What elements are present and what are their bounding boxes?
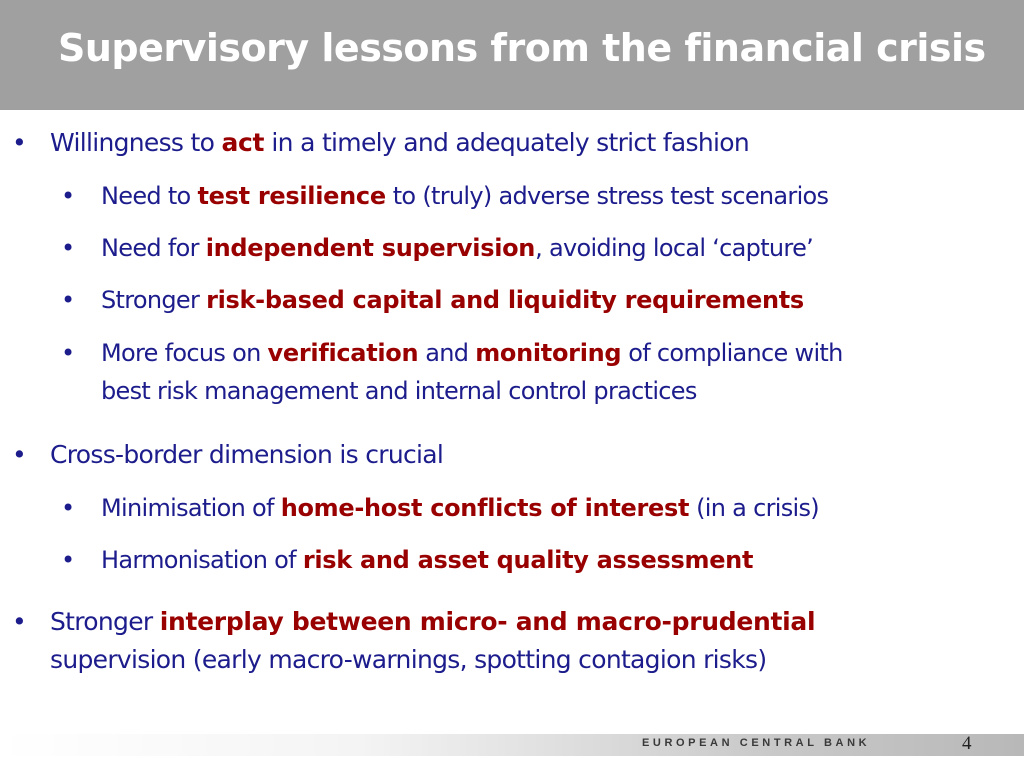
text-segment: Willingness to	[50, 128, 222, 157]
sub-bullet-item	[61, 334, 843, 410]
page-number: 4	[962, 733, 972, 754]
highlighted-text: verification	[267, 339, 419, 367]
bullet-marker: •	[12, 440, 27, 469]
text-segment: and	[418, 339, 476, 367]
text-segment: Minimisation of	[101, 494, 281, 522]
text-segment: of compliance with	[621, 339, 843, 367]
text-segment: in a timely and adequately strict fashion	[264, 128, 749, 157]
highlighted-text: risk and asset quality assessment	[302, 546, 754, 574]
sub-bullet-item	[61, 281, 804, 319]
footer-bar	[0, 734, 1024, 756]
bullet-marker: •	[12, 607, 27, 636]
bullet-marker: •	[61, 494, 75, 522]
sub-bullet-item	[61, 229, 814, 267]
bullet-marker: •	[61, 234, 75, 262]
sub-bullet-item	[61, 541, 754, 579]
text-segment: supervision (early macro-warnings, spotting contagion risks)	[50, 645, 767, 674]
bullet-item	[12, 603, 816, 679]
text-segment: Need to	[101, 182, 198, 210]
text-segment: Cross-border dimension is crucial	[50, 440, 444, 469]
text-segment: , avoiding local ‘capture’	[535, 234, 814, 262]
highlighted-text: test resilience	[197, 182, 386, 210]
highlighted-text: interplay between micro- and macro-prudential	[159, 607, 816, 636]
bullet-marker: •	[61, 286, 75, 314]
text-segment: More focus on	[101, 339, 268, 367]
bullet-item	[12, 436, 444, 474]
text-segment: best risk management and internal control practices	[101, 377, 697, 405]
slide-title: Supervisory lessons from the financial crisis	[58, 26, 986, 70]
bullet-marker: •	[61, 546, 75, 574]
highlighted-text: act	[221, 128, 265, 157]
text-segment: Need for	[101, 234, 206, 262]
text-segment: Stronger	[50, 607, 160, 636]
highlighted-text: risk-based capital and liquidity requirements	[206, 286, 804, 314]
sub-bullet-item	[61, 489, 819, 527]
sub-bullet-item	[61, 177, 829, 215]
highlighted-text: independent supervision	[205, 234, 536, 262]
text-segment: (in a crisis)	[689, 494, 819, 522]
bullet-marker: •	[12, 128, 27, 157]
highlighted-text: home-host conflicts of interest	[280, 494, 690, 522]
text-segment: to (truly) adverse stress test scenarios	[385, 182, 829, 210]
text-segment: Harmonisation of	[101, 546, 303, 574]
footer-brand: EUROPEAN CENTRAL BANK	[642, 737, 871, 749]
bullet-marker: •	[61, 182, 75, 210]
highlighted-text: monitoring	[475, 339, 622, 367]
text-segment: Stronger	[101, 286, 207, 314]
bullet-marker: •	[61, 339, 75, 367]
bullet-item	[12, 124, 749, 162]
